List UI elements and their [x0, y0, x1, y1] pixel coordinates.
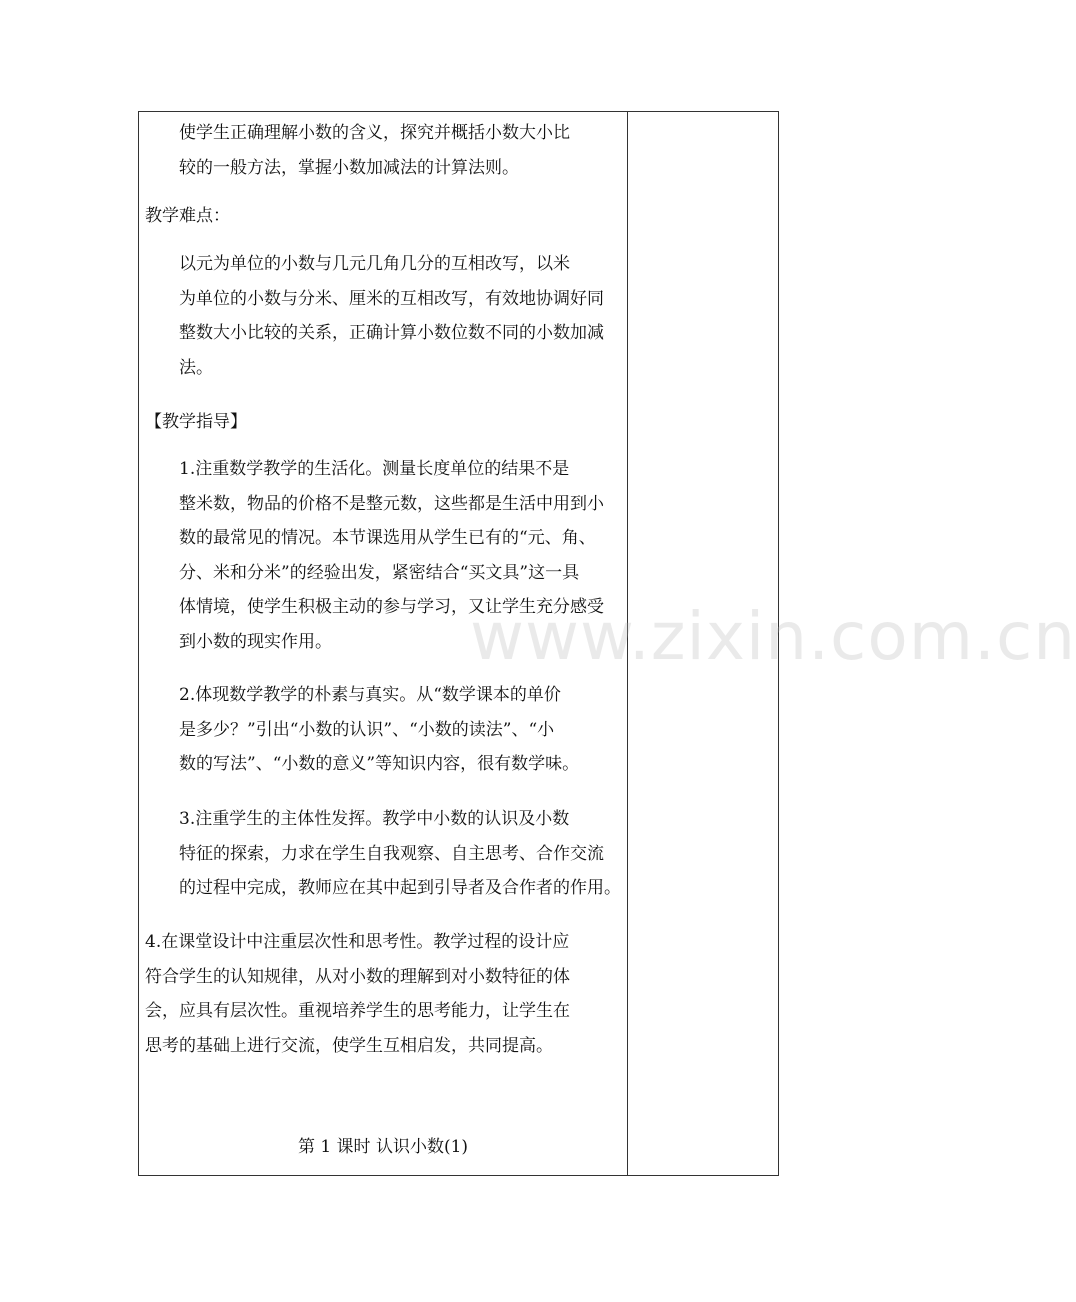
text-line: 3.注重学生的主体性发挥。教学中小数的认识及小数: [179, 809, 570, 829]
watermark-text: www.zixin.com.cn: [470, 598, 1076, 675]
paragraph-difficulties: [145, 247, 621, 385]
paragraph-guidance-3: [145, 802, 621, 906]
paragraph-guidance-1: [145, 452, 621, 659]
text-line: 整米数，物品的价格不是整元数，这些都是生活中用到小: [179, 493, 604, 514]
text-line: 2.体现数学教学的朴素与真实。从“数学课本的单价: [179, 685, 561, 705]
text-line: 【教学指导】: [145, 412, 247, 432]
heading-teaching-guidance: [145, 405, 621, 440]
text-line: 数的最常见的情况。本节课选用从学生已有的“元、角、: [179, 528, 596, 548]
text-line: 以元为单位的小数与几元几角几分的互相改写，以米: [179, 254, 570, 274]
text-line: 数的写法”、“小数的意义”等知识内容，很有数学味。: [179, 754, 580, 774]
text-line: 分、米和分米”的经验出发，紧密结合“买文具”这一具: [179, 562, 580, 583]
text-line: 是多少？”引出“小数的认识”、“小数的读法”、“小: [179, 719, 555, 740]
notes-cell: [628, 112, 778, 1175]
main-content-cell: [139, 112, 627, 1175]
text-line: 思考的基础上进行交流，使学生互相启发，共同提高。: [145, 1035, 553, 1056]
paragraph-guidance-4: [145, 925, 621, 1063]
text-line: 整数大小比较的关系，正确计算小数位数不同的小数加减: [179, 323, 604, 343]
text-line: 特征的探索，力求在学生自我观察、自主思考、合作交流: [179, 843, 604, 864]
text-line: 到小数的现实作用。: [179, 631, 332, 652]
text-line: 较的一般方法，掌握小数加减法的计算法则。: [179, 157, 519, 178]
text-line: 法。: [179, 357, 213, 378]
text-line: 教学难点：: [145, 206, 230, 226]
lesson-title: 第 1 课时 认识小数(1): [297, 1137, 469, 1157]
text-line: 符合学生的认知规律，从对小数的理解到对小数特征的体: [145, 966, 570, 987]
paragraph-guidance-2: [145, 678, 621, 782]
text-line: 4.在课堂设计中注重层次性和思考性。教学过程的设计应: [145, 932, 570, 952]
text-line: 会，应具有层次性。重视培养学生的思考能力，让学生在: [145, 1001, 570, 1021]
text-line: 使学生正确理解小数的含义，探究并概括小数大小比: [179, 123, 570, 143]
heading-difficulties: [145, 199, 621, 234]
lesson-plan-table: [138, 111, 779, 1176]
text-line: 体情境，使学生积极主动的参与学习，又让学生充分感受: [179, 597, 604, 617]
text-line: 的过程中完成，教师应在其中起到引导者及合作者的作用。: [179, 878, 621, 898]
paragraph-objectives: [145, 116, 621, 185]
text-line: 为单位的小数与分米、厘米的互相改写，有效地协调好同: [179, 288, 604, 309]
text-line: 1.注重数学教学的生活化。测量长度单位的结果不是: [179, 459, 570, 479]
